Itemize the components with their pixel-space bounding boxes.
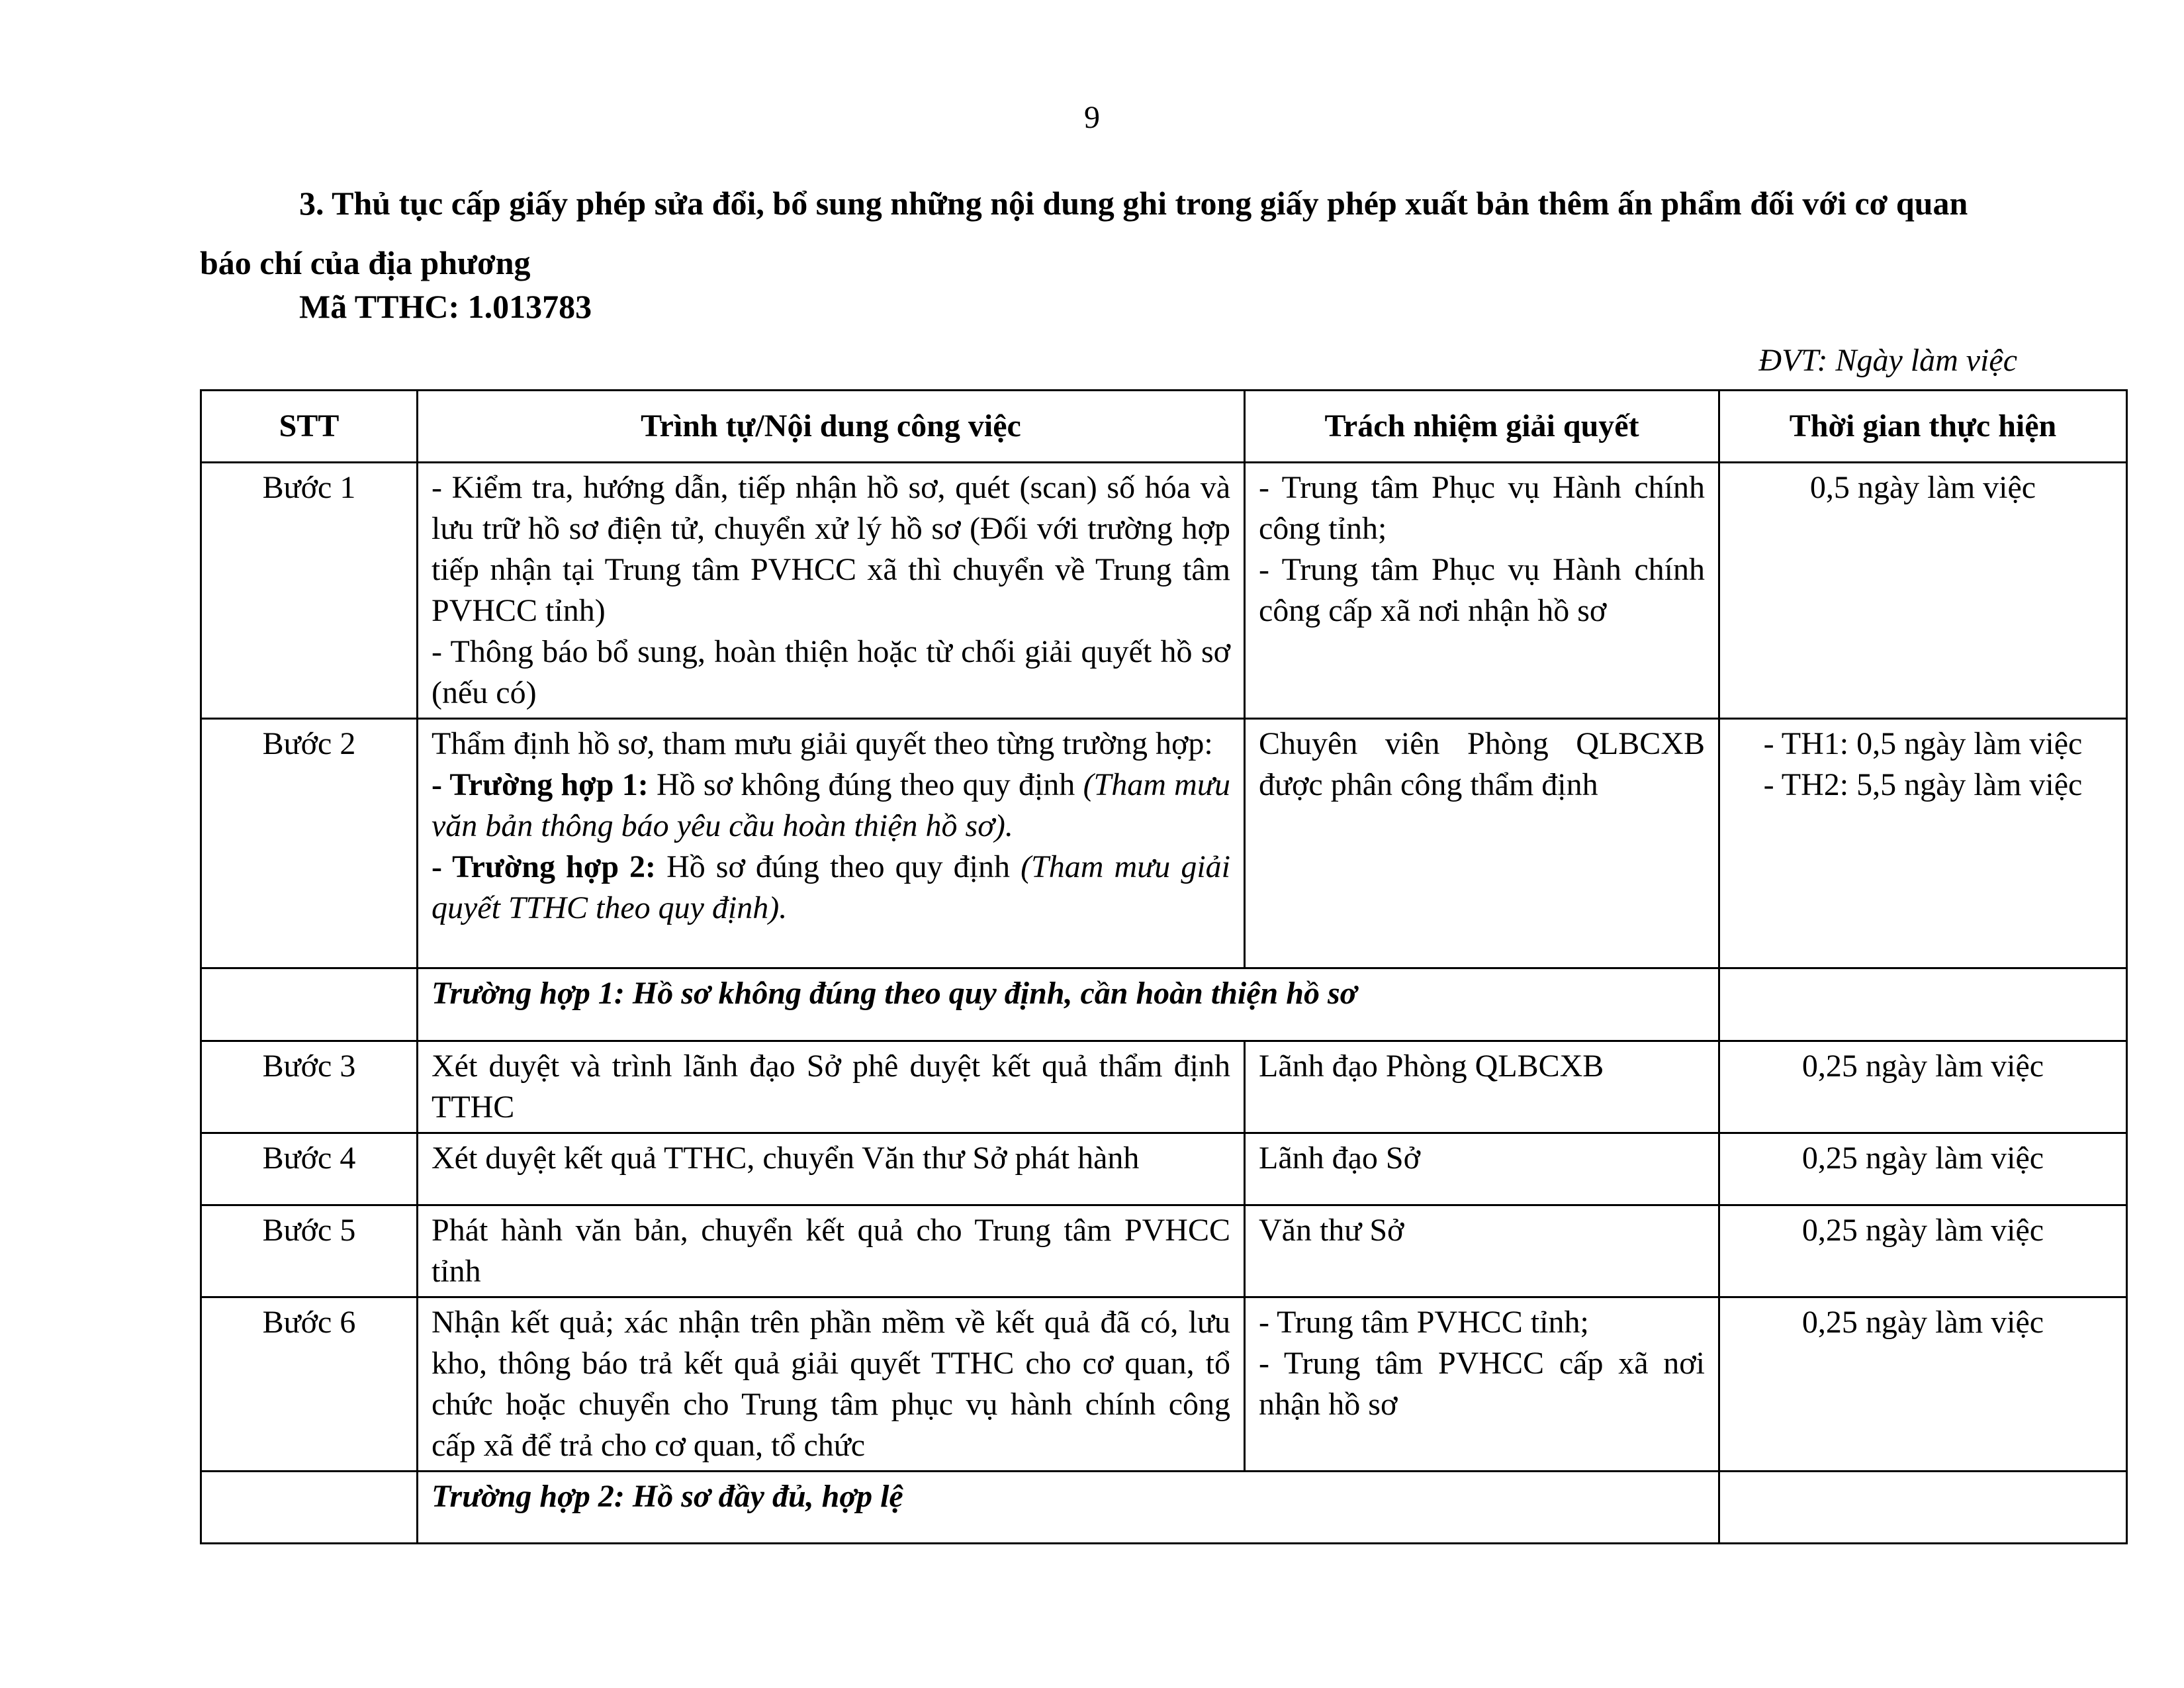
table-row-step-6	[201, 1297, 2127, 1472]
step-label: Bước 3	[201, 1041, 418, 1133]
page-number: 9	[1084, 100, 1100, 135]
case-1-heading: Trường hợp 1: Hồ sơ không đúng theo quy định, cần hoàn thiện hồ sơ	[418, 968, 1719, 1041]
section-title: 3. Thủ tục cấp giấy phép sửa đổi, bổ sung những nội dung ghi trong giấy phép xuất bản thêm ấn phẩm đối với cơ quan báo chí của địa phương	[200, 185, 1968, 281]
step-content: Phát hành văn bản, chuyển kết quả cho Trung tâm PVHCC tỉnh	[418, 1205, 1245, 1297]
step-label: Bước 5	[201, 1205, 418, 1297]
step-responsibility	[1245, 1297, 1719, 1472]
case-2-heading: Trường hợp 2: Hồ sơ đầy đủ, hợp lệ	[418, 1472, 1719, 1544]
time-case-2: - TH2: 5,5 ngày làm việc	[1763, 767, 2083, 802]
table-row-case-1-heading	[201, 968, 2127, 1041]
table-row-step-5	[201, 1205, 2127, 1297]
step-content: Nhận kết quả; xác nhận trên phần mềm về kết quả đã có, lưu kho, thông báo trả kết quả giải quyết TTHC cho cơ quan, tổ chức hoặc chuyển cho Trung tâm phục vụ hành chính công cấp xã để trả cho cơ quan, tổ chức	[418, 1297, 1245, 1472]
header-responsibility: Trách nhiệm giải quyết	[1245, 391, 1719, 463]
step-time: 0,25 ngày làm việc	[1719, 1041, 2127, 1133]
empty-cell	[1719, 1472, 2127, 1544]
responsibility-line: - Trung tâm Phục vụ Hành chính công tỉnh;	[1259, 470, 1705, 546]
table-header-row	[201, 391, 2127, 463]
step-label: Bước 2	[201, 719, 418, 968]
case-2-text: Hồ sơ đúng theo quy định	[656, 849, 1021, 884]
procedure-table	[200, 389, 2128, 1544]
step-responsibility: Lãnh đạo Sở	[1245, 1133, 1719, 1205]
empty-cell	[201, 1472, 418, 1544]
step-content: Xét duyệt và trình lãnh đạo Sở phê duyệt kết quả thẩm định TTHC	[418, 1041, 1245, 1133]
step-responsibility: Chuyên viên Phòng QLBCXB được phân công thẩm định	[1245, 719, 1719, 968]
case-2-description	[432, 847, 1230, 929]
case-1-note: (Tham mưu văn bản thông báo yêu cầu hoàn thiện hồ sơ).	[432, 767, 1231, 843]
step-time: 0,25 ngày làm việc	[1719, 1133, 2127, 1205]
procedure-code: Mã TTHC: 1.013783	[299, 288, 592, 325]
step-label: Bước 6	[201, 1297, 418, 1472]
table-row-step-4	[201, 1133, 2127, 1205]
unit-note: ĐVT: Ngày làm việc	[1758, 343, 2017, 378]
case-2-note: (Tham mưu giải quyết TTHC theo quy định).	[432, 849, 1231, 925]
header-time: Thời gian thực hiện	[1719, 391, 2127, 463]
table-row-step-2	[201, 719, 2127, 968]
step-content-line: - Thông báo bổ sung, hoàn thiện hoặc từ chối giải quyết hồ sơ (nếu có)	[432, 634, 1230, 710]
responsibility-line: - Trung tâm PVHCC cấp xã nơi nhận hồ sơ	[1259, 1346, 1705, 1422]
header-stt: STT	[201, 391, 418, 463]
table-row-case-2-heading	[201, 1472, 2127, 1544]
responsibility-line: - Trung tâm Phục vụ Hành chính công cấp xã nơi nhận hồ sơ	[1259, 552, 1705, 628]
case-1-description	[432, 765, 1230, 847]
step-time: 0,25 ngày làm việc	[1719, 1297, 2127, 1472]
case-1-text: Hồ sơ không đúng theo quy định	[648, 767, 1083, 802]
table-row-step-1	[201, 463, 2127, 719]
step-content: Xét duyệt kết quả TTHC, chuyển Văn thư Sở phát hành	[418, 1133, 1245, 1205]
step-label: Bước 1	[201, 463, 418, 719]
step-responsibility: Văn thư Sở	[1245, 1205, 1719, 1297]
step-label: Bước 4	[201, 1133, 418, 1205]
empty-cell	[201, 968, 418, 1041]
table-row-step-3	[201, 1041, 2127, 1133]
empty-cell	[1719, 968, 2127, 1041]
step-content-intro: Thẩm định hồ sơ, tham mưu giải quyết theo từng trường hợp:	[432, 726, 1213, 761]
step-content	[418, 719, 1245, 968]
time-case-1: - TH1: 0,5 ngày làm việc	[1763, 726, 2083, 761]
responsibility-line: - Trung tâm PVHCC tỉnh;	[1259, 1305, 1589, 1340]
step-time: 0,5 ngày làm việc	[1719, 463, 2127, 719]
step-content-line: - Kiểm tra, hướng dẫn, tiếp nhận hồ sơ, quét (scan) số hóa và lưu trữ hồ sơ điện tử, chuyển xử lý hồ sơ (Đối với trường hợp tiếp nhận tại Trung tâm PVHCC xã thì chuyển về Trung tâm PVHCC tỉnh)	[432, 470, 1230, 628]
step-responsibility	[1245, 463, 1719, 719]
step-content	[418, 463, 1245, 719]
header-content: Trình tự/Nội dung công việc	[418, 391, 1245, 463]
case-2-label: - Trường hợp 2:	[432, 849, 657, 884]
step-time: 0,25 ngày làm việc	[1719, 1205, 2127, 1297]
case-1-label: - Trường hợp 1:	[432, 767, 649, 802]
step-responsibility: Lãnh đạo Phòng QLBCXB	[1245, 1041, 1719, 1133]
step-time	[1719, 719, 2127, 968]
